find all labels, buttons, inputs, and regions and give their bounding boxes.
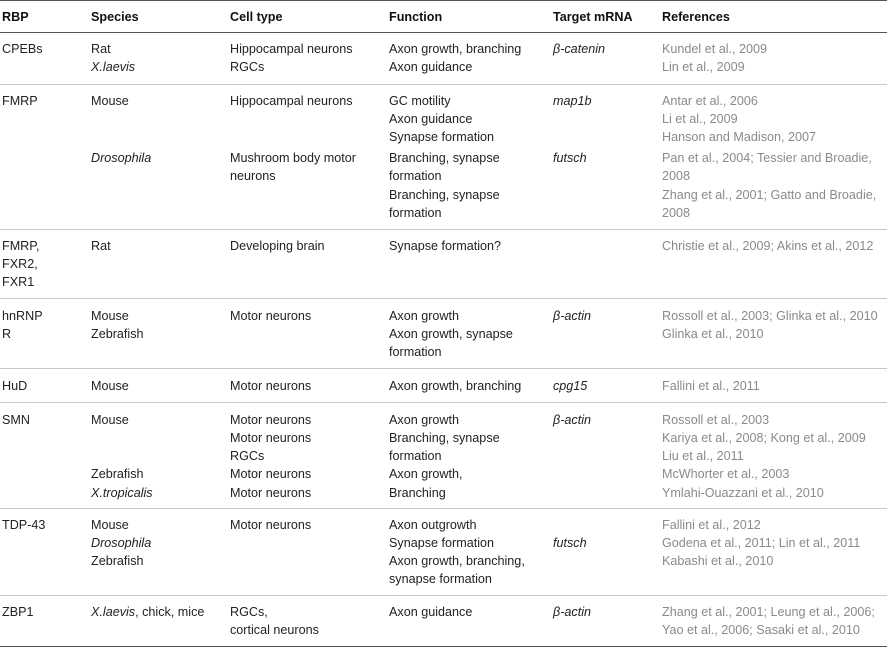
cell-type-cell: Motor neurons: [230, 431, 312, 445]
function-cell: Synapse formation: [389, 536, 495, 550]
cell-type-cell: Motor neurons: [230, 467, 312, 481]
function-cell: Axon guidance: [389, 605, 473, 619]
rbp-cell: TDP-43: [2, 518, 46, 532]
reference-cell: 2008: [662, 169, 691, 183]
species-cell: Zebrafish: [91, 327, 144, 341]
species-cell: Rat: [91, 239, 111, 253]
row-divider: [0, 595, 887, 596]
species-rest: , chick, mice: [135, 605, 205, 619]
cell-type-cell: RGCs,: [230, 605, 268, 619]
reference-cell: Pan et al., 2004; Tessier and Broadie,: [662, 151, 872, 165]
function-cell: Synapse formation?: [389, 239, 502, 253]
function-cell: Axon outgrowth: [389, 518, 477, 532]
reference-cell: Zhang et al., 2001; Gatto and Broadie,: [662, 188, 877, 202]
row-divider: [0, 229, 887, 230]
reference-cell: Kundel et al., 2009: [662, 42, 768, 56]
function-cell: Axon growth: [389, 309, 460, 323]
function-cell: GC motility: [389, 94, 451, 108]
species-cell: Drosophila: [91, 536, 152, 550]
function-cell: formation: [389, 345, 442, 359]
function-cell: Axon growth, synapse: [389, 327, 513, 341]
species-cell: X.tropicalis: [91, 486, 153, 500]
row-divider: [0, 368, 887, 369]
reference-cell: Zhang et al., 2001; Leung et al., 2006;: [662, 605, 875, 619]
table-top-rule: [0, 0, 887, 1]
cell-type-cell: cortical neurons: [230, 623, 319, 637]
reference-cell: Rossoll et al., 2003: [662, 413, 770, 427]
rbp-cell: FMRP,: [2, 239, 40, 253]
row-divider: [0, 402, 887, 403]
reference-cell: Hanson and Madison, 2007: [662, 130, 817, 144]
row-divider: [0, 298, 887, 299]
reference-cell: Godena et al., 2011; Lin et al., 2011: [662, 536, 861, 550]
target-mrna-cell: β-actin: [553, 413, 591, 427]
function-cell: formation: [389, 449, 442, 463]
header-cell-type: Cell type: [230, 10, 283, 24]
target-mrna-cell: cpg15: [553, 379, 588, 393]
target-mrna-cell: map1b: [553, 94, 592, 108]
rbp-cell: SMN: [2, 413, 30, 427]
rbp-cell: FXR2,: [2, 257, 38, 271]
species-cell: Zebrafish: [91, 467, 144, 481]
header-function: Function: [389, 10, 443, 24]
species-cell: Rat: [91, 42, 111, 56]
species-italic: X.laevis: [91, 605, 136, 619]
cell-type-cell: RGCs: [230, 449, 265, 463]
function-cell: Branching, synapse: [389, 151, 500, 165]
function-cell: Branching: [389, 486, 446, 500]
reference-cell: Rossoll et al., 2003; Glinka et al., 2010: [662, 309, 878, 323]
rbp-cell: ZBP1: [2, 605, 34, 619]
cell-type-cell: Motor neurons: [230, 413, 312, 427]
species-cell: X.laevis: [91, 60, 136, 74]
target-mrna-cell: β-catenin: [553, 42, 605, 56]
target-mrna-cell: β-actin: [553, 309, 591, 323]
reference-cell: Glinka et al., 2010: [662, 327, 764, 341]
target-mrna-cell: futsch: [553, 151, 587, 165]
reference-cell: Ymlahi-Ouazzani et al., 2010: [662, 486, 824, 500]
function-cell: formation: [389, 206, 442, 220]
cell-type-cell: Mushroom body motor: [230, 151, 356, 165]
function-cell: Axon growth: [389, 413, 460, 427]
cell-type-cell: Hippocampal neurons: [230, 42, 353, 56]
row-divider: [0, 508, 887, 509]
function-cell: Branching, synapse: [389, 188, 500, 202]
header-references: References: [662, 10, 730, 24]
species-cell: Drosophila: [91, 151, 152, 165]
species-cell: Zebrafish: [91, 554, 144, 568]
reference-cell: Christie et al., 2009; Akins et al., 2012: [662, 239, 874, 253]
function-cell: Axon guidance: [389, 112, 473, 126]
function-cell: Axon growth, branching,: [389, 554, 525, 568]
rbp-cell: FMRP: [2, 94, 38, 108]
reference-cell: Lin et al., 2009: [662, 60, 745, 74]
species-cell: Mouse: [91, 309, 129, 323]
function-cell: synapse formation: [389, 572, 492, 586]
rbp-cell: CPEBs: [2, 42, 43, 56]
header-target-mrna: Target mRNA: [553, 10, 633, 24]
table-bottom-rule: [0, 646, 887, 647]
species-cell: Mouse: [91, 518, 129, 532]
cell-type-cell: Motor neurons: [230, 486, 312, 500]
function-cell: Axon growth,: [389, 467, 463, 481]
species-cell: Mouse: [91, 379, 129, 393]
row-divider: [0, 84, 887, 85]
target-mrna-cell: futsch: [553, 536, 587, 550]
reference-cell: Fallini et al., 2011: [662, 379, 760, 393]
reference-cell: Liu et al., 2011: [662, 449, 744, 463]
cell-type-cell: Motor neurons: [230, 309, 312, 323]
cell-type-cell: Motor neurons: [230, 379, 312, 393]
reference-cell: Kabashi et al., 2010: [662, 554, 774, 568]
cell-type-cell: Developing brain: [230, 239, 325, 253]
cell-type-cell: RGCs: [230, 60, 265, 74]
rbp-cell: FXR1: [2, 275, 35, 289]
header-species: Species: [91, 10, 139, 24]
species-cell: Mouse: [91, 413, 129, 427]
reference-cell: Yao et al., 2006; Sasaki et al., 2010: [662, 623, 860, 637]
species-cell: [91, 603, 204, 621]
function-cell: formation: [389, 169, 442, 183]
rbp-cell: HuD: [2, 379, 28, 393]
species-cell: Mouse: [91, 94, 129, 108]
target-mrna-cell: β-actin: [553, 605, 591, 619]
cell-type-cell: Hippocampal neurons: [230, 94, 353, 108]
function-cell: Axon growth, branching: [389, 379, 522, 393]
function-cell: Branching, synapse: [389, 431, 500, 445]
reference-cell: Antar et al., 2006: [662, 94, 758, 108]
header-rule: [0, 32, 887, 33]
function-cell: Synapse formation: [389, 130, 495, 144]
reference-cell: Kariya et al., 2008; Kong et al., 2009: [662, 431, 866, 445]
header-rbp: RBP: [2, 10, 29, 24]
function-cell: Axon guidance: [389, 60, 473, 74]
rbp-cell: hnRNP: [2, 309, 43, 323]
reference-cell: Li et al., 2009: [662, 112, 738, 126]
reference-cell: Fallini et al., 2012: [662, 518, 761, 532]
function-cell: Axon growth, branching: [389, 42, 522, 56]
reference-cell: McWhorter et al., 2003: [662, 467, 790, 481]
reference-cell: 2008: [662, 206, 691, 220]
cell-type-cell: neurons: [230, 169, 276, 183]
rbp-cell: R: [2, 327, 12, 341]
cell-type-cell: Motor neurons: [230, 518, 312, 532]
